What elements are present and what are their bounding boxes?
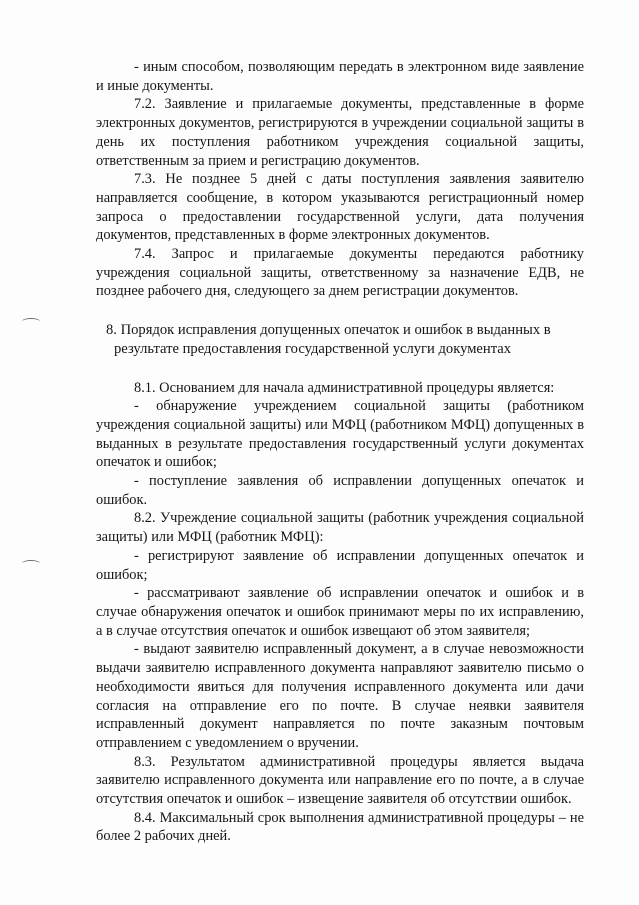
paragraph-8-2: 8.2. Учреждение социальной защиты (работник учреждения социальной защиты) или МФЦ (работник МФЦ):: [96, 510, 584, 546]
paragraph-7-2: 7.2. Заявление и прилагаемые документы, представленные в форме электронных документов, регистрируются в учреждении социальной защиты в день их поступления работником учреждения социальной защиты, ответственным за прием и регистрацию документов.: [96, 96, 584, 169]
paragraph-7-4: 7.4. Запрос и прилагаемые документы передаются работнику учреждения социальной защиты, ответственному за назначение ЕДВ, не позднее рабочего дня, следующего за днем регистрации документов.: [96, 246, 584, 300]
section-heading-line2: результате предоставления государственной услуги документах: [114, 340, 512, 357]
paragraph-8-4: 8.4. Максимальный срок выполнения административной процедуры – не более 2 рабочих дней.: [96, 809, 584, 845]
paragraph: - регистрируют заявление об исправлении допущенных опечаток и ошибок;: [96, 547, 584, 583]
paragraph: - обнаружение учреждением социальной защиты (работником учреждения социальной защиты) или МФЦ (работником МФЦ) допущенных в выданных в результате предоставления государственный услуги документах опечаток и ошибок;: [96, 398, 584, 471]
paragraph-7-3: 7.3. Не позднее 5 дней с даты поступления заявления заявителю направляется сообщение, в котором указываются регистрационный номер запроса о предоставлении государственной услуги, дата получения документов, представленных в форме электронных документов.: [96, 171, 584, 244]
paragraph: - поступление заявления об исправлении допущенных опечаток и ошибок.: [96, 473, 584, 508]
paragraph: - рассматривают заявление об исправлении опечаток и ошибок и в случае обнаружения опечаток и ошибок принимают меры по их исправлению, а в случае отсутствия опечаток и ошибок извещают об этом заявителя;: [96, 585, 584, 639]
paragraph-8-3: 8.3. Результатом административной процедуры является выдача заявителю исправленного документа или направление его по почте, а в случае отсутствия опечаток и ошибок – извещение заявителя об отсутствии ошибок.: [96, 753, 584, 808]
scan-artifact-mark: [22, 560, 40, 567]
paragraph: - иным способом, позволяющим передать в электронном виде заявление и иные документы.: [96, 59, 584, 94]
document-body: [96, 58, 584, 846]
section-heading-8: [96, 321, 584, 358]
section-heading-line1: 8. Порядок исправления допущенных опечаток и ошибок в выданных в: [106, 322, 551, 339]
paragraph-8-1: 8.1. Основанием для начала административной процедуры является:: [134, 379, 555, 396]
paragraph: - выдают заявителю исправленный документ, а в случае невозможности выдачи заявителю исправленного документа направляют заявителю письмо о необходимости явиться для получения исправленного документа или дачи согласия на отправление его по почте. В случае неявки заявителя исправленный документ направляется по почте заказным почтовым отправлением с уведомлением о вручении.: [96, 641, 584, 751]
scan-artifact-mark: [22, 318, 40, 325]
